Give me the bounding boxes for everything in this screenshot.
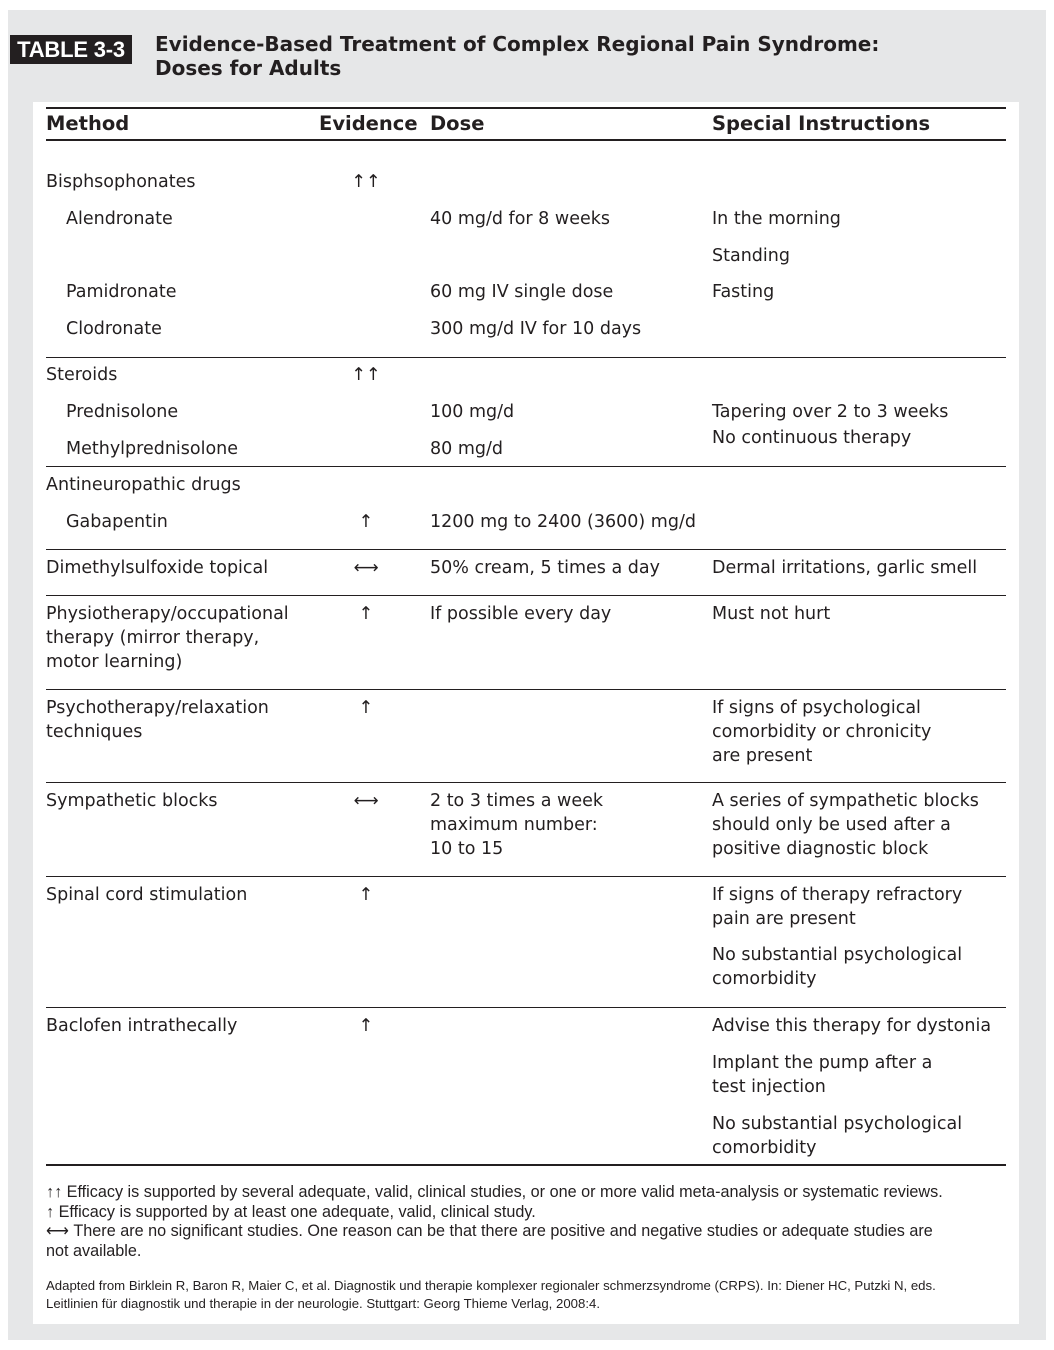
dose-cell: 50% cream, 5 times a day xyxy=(430,558,660,578)
evidence-cell: ↑↑ xyxy=(351,172,381,192)
method-cell: Sympathetic blocks xyxy=(46,791,218,811)
dose-cell: 60 mg IV single dose xyxy=(430,282,614,302)
instructions-line: No substantial psychological xyxy=(712,1114,963,1134)
method-line: motor learning) xyxy=(46,652,183,672)
evidence-cell: ↑ xyxy=(358,512,374,532)
method-cell xyxy=(46,696,316,744)
column-header-special-instructions: Special Instructions xyxy=(712,112,931,135)
instructions-cell: Standing xyxy=(712,246,790,266)
group-psychotherapy xyxy=(46,690,1006,783)
footnote-horizontal-arrow-continued: not available. xyxy=(46,1241,142,1260)
method-cell: Dimethylsulfoxide topical xyxy=(46,558,269,578)
column-headers xyxy=(46,109,1006,141)
instructions-line: Tapering over 2 to 3 weeks xyxy=(712,402,949,422)
method-cell: Baclofen intrathecally xyxy=(46,1016,238,1036)
instructions-line: should only be used after a xyxy=(712,815,951,835)
footnote-single-arrow: ↑ Efficacy is supported by at least one adequate, valid, clinical study. xyxy=(46,1202,536,1221)
source-line-2: Leitlinien für diagnostik und therapie in der neurologie. Stuttgart: Georg Thieme Verlag, 2008:4. xyxy=(46,1296,600,1311)
title-line-1: Evidence-Based Treatment of Complex Regional Pain Syndrome: xyxy=(155,32,880,56)
instructions-cell: Must not hurt xyxy=(712,604,831,624)
group-sympathetic-blocks xyxy=(46,783,1006,877)
instructions-line: If signs of therapy refractory xyxy=(712,885,963,905)
method-cell xyxy=(46,602,316,674)
method-cell: Prednisolone xyxy=(66,402,179,422)
dose-cell: 100 mg/d xyxy=(430,402,515,422)
column-header-dose: Dose xyxy=(430,112,485,135)
method-line: techniques xyxy=(46,722,143,742)
dose-cell: 40 mg/d for 8 weeks xyxy=(430,209,610,229)
evidence-cell: ↑ xyxy=(358,885,374,905)
evidence-cell: ↑ xyxy=(358,604,374,624)
method-cell: Methylprednisolone xyxy=(66,439,239,459)
instructions-line: If signs of psychological xyxy=(712,698,921,718)
instructions-line: test injection xyxy=(712,1077,826,1097)
evidence-cell: ⟷ xyxy=(353,558,379,578)
instructions-line: comorbidity xyxy=(712,969,817,989)
method-line: Physiotherapy/occupational xyxy=(46,604,289,624)
table-number-badge: TABLE 3-3 xyxy=(10,35,132,64)
method-cell: Antineuropathic drugs xyxy=(46,475,241,495)
instructions-cell xyxy=(712,883,1012,991)
group-baclofen xyxy=(46,1008,1006,1166)
instructions-cell: Fasting xyxy=(712,282,775,302)
method-cell: Gabapentin xyxy=(66,512,168,532)
table-panel xyxy=(33,102,1019,1324)
instructions-line: No continuous therapy xyxy=(712,428,912,448)
instructions-line: Implant the pump after a xyxy=(712,1053,933,1073)
evidence-cell: ↑ xyxy=(358,698,374,718)
method-cell: Steroids xyxy=(46,365,118,385)
method-line: therapy (mirror therapy, xyxy=(46,628,260,648)
page-background xyxy=(8,10,1046,1340)
method-cell: Pamidronate xyxy=(66,282,177,302)
instructions-line: A series of sympathetic blocks xyxy=(712,791,979,811)
evidence-cell: ↑↑ xyxy=(351,365,381,385)
footnotes xyxy=(46,1183,1012,1261)
instructions-line: are present xyxy=(712,746,813,766)
instructions-line: No substantial psychological xyxy=(712,945,963,965)
dose-line: 2 to 3 times a week xyxy=(430,791,604,811)
instructions-cell xyxy=(712,1014,1022,1160)
method-cell: Alendronate xyxy=(66,209,173,229)
instructions-cell: Dermal irritations, garlic smell xyxy=(712,558,978,578)
dose-cell: 1200 mg to 2400 (3600) mg/d xyxy=(430,512,696,532)
footnote-double-arrow: ↑↑ Efficacy is supported by several adequate, valid, clinical studies, or one or more valid meta-analysis or systematic reviews. xyxy=(46,1183,943,1201)
dose-cell: 80 mg/d xyxy=(430,439,503,459)
title-line-2: Doses for Adults xyxy=(155,56,342,80)
source-citation xyxy=(46,1277,1012,1313)
instructions-cell xyxy=(712,696,1012,768)
group-antineuropathic xyxy=(46,467,1006,550)
group-physiotherapy xyxy=(46,596,1006,690)
instructions-cell xyxy=(712,789,1012,861)
method-cell: Bisphsophonates xyxy=(46,172,196,192)
instructions-line: Advise this therapy for dystonia xyxy=(712,1016,992,1036)
dose-line: maximum number: xyxy=(430,815,598,835)
source-line-1: Adapted from Birklein R, Baron R, Maier C, et al. Diagnostik und therapie komplexer regionaler schmerzsyndrome (CRPS). In: Diener HC, Putzki N, eds. xyxy=(46,1278,936,1293)
method-line: Psychotherapy/relaxation xyxy=(46,698,269,718)
instructions-line: positive diagnostic block xyxy=(712,839,929,859)
instructions-line: comorbidity xyxy=(712,1138,817,1158)
instructions-cell xyxy=(712,400,1012,450)
table-title xyxy=(155,32,1015,80)
group-bisphosphonates xyxy=(46,141,1006,358)
dose-cell xyxy=(430,789,706,861)
column-header-method: Method xyxy=(46,112,130,135)
dose-line: 10 to 15 xyxy=(430,839,504,859)
treatment-table xyxy=(46,107,1006,1166)
dose-cell: If possible every day xyxy=(430,604,612,624)
instructions-line: pain are present xyxy=(712,909,856,929)
instructions-cell: In the morning xyxy=(712,209,841,229)
evidence-cell: ⟷ xyxy=(353,791,379,811)
group-spinal-cord-stimulation xyxy=(46,877,1006,1008)
footnote-horizontal-arrow: ⟷ There are no significant studies. One reason can be that there are positive and negative studies or adequate studies are xyxy=(46,1222,933,1240)
instructions-line: comorbidity or chronicity xyxy=(712,722,932,742)
group-steroids xyxy=(46,358,1006,467)
column-header-evidence: Evidence xyxy=(319,112,418,135)
table-header xyxy=(8,10,1046,100)
group-dimethylsulfoxide xyxy=(46,550,1006,596)
method-cell: Spinal cord stimulation xyxy=(46,885,248,905)
method-cell: Clodronate xyxy=(66,319,162,339)
dose-cell: 300 mg/d IV for 10 days xyxy=(430,319,642,339)
evidence-cell: ↑ xyxy=(358,1016,374,1036)
